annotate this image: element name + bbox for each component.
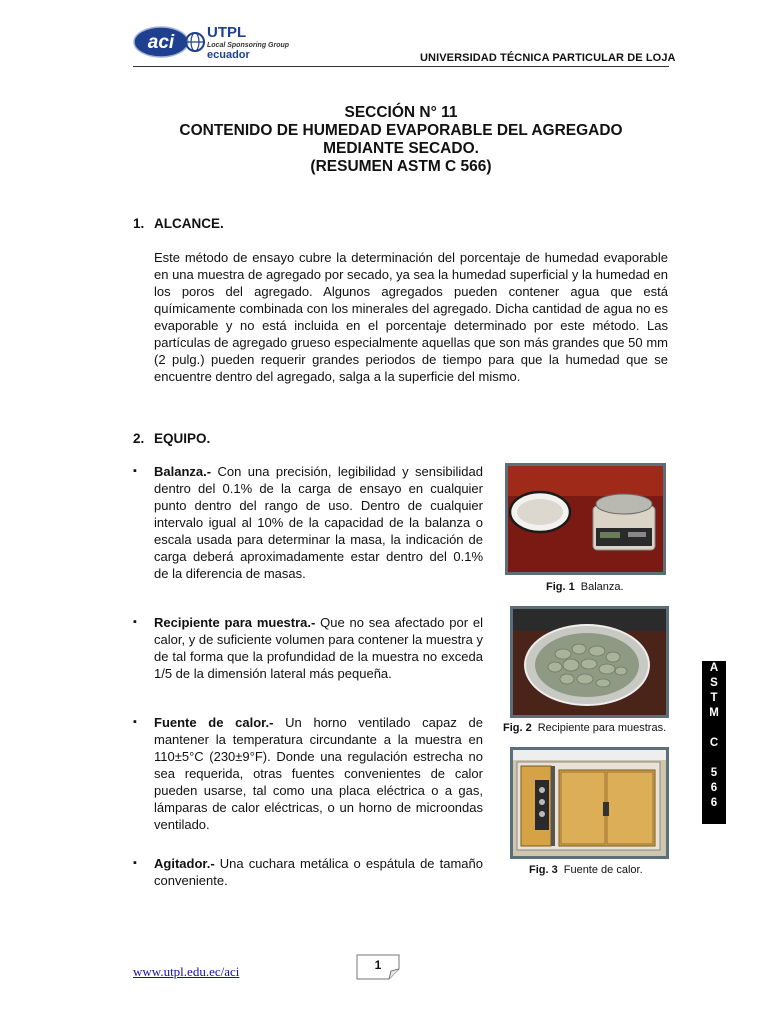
side-tab-letter: A: [709, 662, 719, 674]
figure-3-caption: [529, 864, 643, 876]
figure-label: Fig. 1: [546, 581, 575, 593]
aci-utpl-logo: [133, 22, 323, 62]
oven-image: [513, 750, 666, 856]
page-number: 1: [374, 958, 382, 972]
heading-number: 2.: [133, 431, 145, 446]
item-term: Fuente de calor.-: [154, 715, 274, 730]
university-name: UNIVERSIDAD TÉCNICA PARTICULAR DE LOJA: [420, 52, 676, 64]
equipment-item-agitador: [133, 855, 483, 889]
item-text: Que no sea afectado por el calor, y de suficiente volumen para contener la muestra y de tal forma que la profundidad de la muestra no exceda 1/5 de la dimensión lateral más pequeña.: [154, 615, 483, 681]
logo-country-text: ecuador: [207, 49, 250, 61]
astm-side-tab: [702, 661, 726, 824]
item-term: Agitador.-: [154, 856, 215, 871]
figure-label: Fig. 2: [503, 722, 532, 734]
item-term: Recipiente para muestra.-: [154, 615, 316, 630]
side-tab-letter: T: [710, 692, 718, 704]
page-number-box: [356, 954, 400, 980]
bullet-mark: ▪: [133, 716, 137, 728]
section-title: [133, 104, 669, 176]
figure-1-photo: [505, 463, 666, 575]
figure-caption-text: Fuente de calor.: [563, 864, 643, 876]
figure-caption-text: Recipiente para muestras.: [537, 722, 667, 734]
footer-website-link[interactable]: www.utpl.edu.ec/aci: [133, 964, 240, 979]
header-divider: [133, 66, 669, 67]
logo-aci-text: aci: [147, 32, 175, 53]
title-line-4: (RESUMEN ASTM C 566): [310, 158, 492, 175]
heading-text: EQUIPO.: [154, 431, 211, 446]
side-tab-letter: M: [709, 707, 719, 719]
title-line-2: CONTENIDO DE HUMEDAD EVAPORABLE DEL AGREGADO: [179, 122, 623, 139]
equipment-item-fuente-calor: [133, 714, 483, 833]
side-tab-letter: 6: [710, 782, 718, 794]
balance-image: [508, 466, 663, 572]
logo-utpl-text: UTPL: [207, 24, 247, 41]
equipment-item-balanza: [133, 463, 483, 582]
bullet-mark: ▪: [133, 465, 137, 477]
title-line-3: MEDIANTE SECADO.: [323, 140, 479, 157]
figure-2-caption: [503, 722, 666, 734]
figure-2-photo: [510, 606, 669, 718]
figure-1-caption: [546, 581, 624, 593]
heading-alcance: [133, 216, 224, 231]
item-text: Una cuchara metálica o espátula de tamaño conveniente.: [154, 856, 483, 888]
logo-sponsor-text: Local Sponsoring Group: [207, 42, 290, 49]
figure-label: Fig. 3: [529, 864, 558, 876]
side-tab-letter: [702, 721, 726, 736]
figure-3-photo: [510, 747, 669, 859]
item-term: Balanza.-: [154, 464, 212, 479]
heading-number: 1.: [133, 216, 145, 231]
side-tab-letter: 5: [710, 767, 718, 779]
logo-graphic: [133, 22, 323, 62]
side-tab-letter: 6: [710, 797, 718, 809]
side-tab-letter: S: [710, 677, 718, 689]
heading-equipo: [133, 431, 210, 446]
equipment-item-recipiente: [133, 614, 483, 682]
item-text: Con una precisión, legibilidad y sensibilidad dentro del 0.1% de la carga de ensayo en cualquier punto dentro del rango de uso. Dentro de cualquier intervalo igual al 10% de la capacidad de la balanza o escala usada para determinar la masa, la indicación de carga deberá aproximadamente estar dentro del 0.1% de la diferencia de masas.: [154, 464, 483, 581]
bullet-mark: ▪: [133, 616, 137, 628]
title-line-1: SECCIÓN N° 11: [344, 104, 458, 121]
figure-caption-text: Balanza.: [580, 581, 624, 593]
item-text: Un horno ventilado capaz de mantener la temperatura circundante a la muestra en 110±5°C (230±9°F). Donde una regulación estrecha no sea requerida, otras fuentes convenientes de calor pueden usarse, tal como una placa eléctrica o a gas, lámparas de calor eléctricas, o un horno de microondas ventilado.: [154, 715, 483, 832]
side-tab-letter: C: [709, 737, 719, 749]
sample-container-image: [513, 609, 666, 715]
bullet-mark: ▪: [133, 857, 137, 869]
heading-text: ALCANCE.: [154, 216, 224, 231]
side-tab-letter: [702, 751, 726, 766]
alcance-paragraph: Este método de ensayo cubre la determinación del porcentaje de humedad evaporable en una muestra de agregado por secado, ya sea la humedad superficial y la humedad en los poros del agregado. Algunos agregados pueden contener agua que está químicamente combinada con los minerales del agregado. Dicha cantidad de agua no es evaporable y no está incluida en el porcentaje determinado por este método. Las partículas de agregado grueso especialmente aquellas que son más grandes que 50 mm (2 pulg.) pueden requerir grandes periodos de tiempo para que la humedad que se encuentre dentro del agregado, salga a la superficie del mismo.: [154, 250, 668, 384]
